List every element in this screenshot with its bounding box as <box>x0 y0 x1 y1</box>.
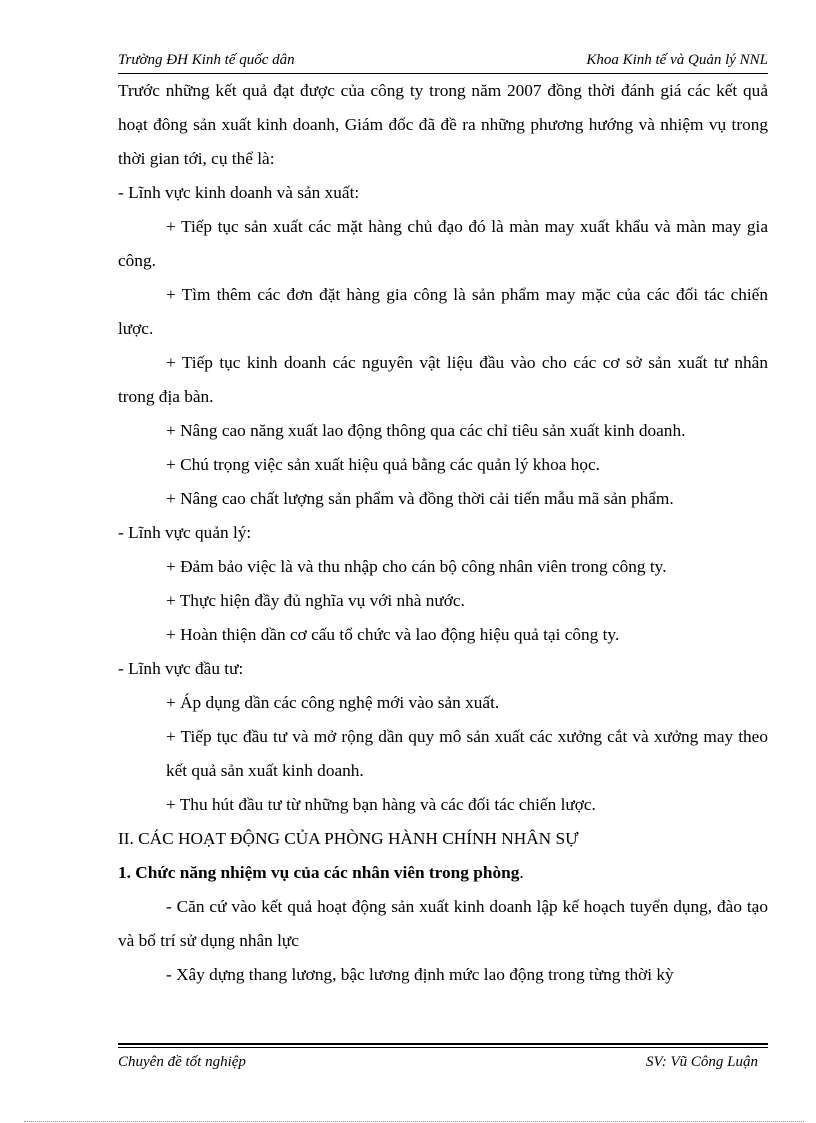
list-item: + Tiếp tục đầu tư và mở rộng dần quy mô sản xuất các xưởng cắt và xưởng may theo kết quả sản xuất kinh doanh. <box>166 727 768 780</box>
intro-paragraph: Trước những kết quả đạt được của công ty trong năm 2007 đồng thời đánh giá các kết quả hoạt đông sản xuất kinh doanh, Giám đốc đã đề ra những phương hướng và nhiệm vụ trong thời gian tới, cụ thể là: <box>118 81 768 168</box>
part-heading: II. CÁC HOẠT ĐỘNG CỦA PHÒNG HÀNH CHÍNH NHÂN SỰ <box>118 829 579 848</box>
header-school: Trường ĐH Kinh tế quốc dân <box>118 52 295 68</box>
list-item: + Tìm thêm các đơn đặt hàng gia công là sản phẩm may mặc của các đối tác chiến lược. <box>118 285 768 338</box>
list-item: + Nâng cao năng xuất lao động thông qua các chỉ tiêu sản xuất kinh doanh. <box>166 421 686 440</box>
list-item: + Chú trọng việc sản xuất hiệu quả bằng các quản lý khoa học. <box>166 455 600 474</box>
section-title-management: - Lĩnh vực quản lý: <box>118 523 252 542</box>
list-item: - Xây dựng thang lương, bậc lương định mức lao động trong từng thời kỳ <box>166 965 674 984</box>
footer-thesis-label: Chuyên đề tốt nghiệp <box>118 1054 246 1070</box>
subsection-heading-period: . <box>519 863 524 882</box>
footer-student-name: SV: Vũ Công Luận <box>646 1054 758 1070</box>
footer-divider-thick <box>118 1043 768 1045</box>
page-footer <box>118 1054 758 1076</box>
list-item: + Hoàn thiện dần cơ cấu tổ chức và lao động hiệu quả tại công ty. <box>166 625 620 644</box>
list-item: + Thực hiện đầy đủ nghĩa vụ với nhà nước. <box>166 591 465 610</box>
page-header <box>118 52 768 74</box>
header-faculty: Khoa Kinh tế và Quản lý NNL <box>586 52 768 68</box>
section-title-business: - Lĩnh vực kinh doanh và sản xuất: <box>118 183 360 202</box>
list-item: - Căn cứ vào kết quả hoạt động sản xuất kinh doanh lập kế hoạch tuyển dụng, đào tạo và bố trí sử dụng nhân lực <box>118 897 768 950</box>
list-item: + Tiếp tục sản xuất các mặt hàng chủ đạo đó là màn may xuất khẩu và màn may gia công. <box>118 217 768 270</box>
list-item: + Tiếp tục kinh doanh các nguyên vật liệu đầu vào cho các cơ sở sản xuất tư nhân trong địa bàn. <box>118 353 768 406</box>
list-item: + Nâng cao chất lượng sản phẩm và đồng thời cải tiến mẫu mã sản phẩm. <box>166 489 674 508</box>
footer-divider-thin <box>118 1047 768 1048</box>
subsection-heading <box>118 856 768 890</box>
page-edge <box>24 1121 804 1122</box>
list-item: + Thu hút đầu tư từ những bạn hàng và các đối tác chiến lược. <box>166 795 596 814</box>
list-item: + Áp dụng dần các công nghệ mới vào sản xuất. <box>166 693 500 712</box>
list-item: + Đảm bảo việc là và thu nhập cho cán bộ công nhân viên trong công ty. <box>166 557 667 576</box>
document-body <box>118 74 768 992</box>
section-title-investment: - Lĩnh vực đầu tư: <box>118 659 244 678</box>
subsection-heading-text: 1. Chức năng nhiệm vụ của các nhân viên trong phòng <box>118 863 520 882</box>
